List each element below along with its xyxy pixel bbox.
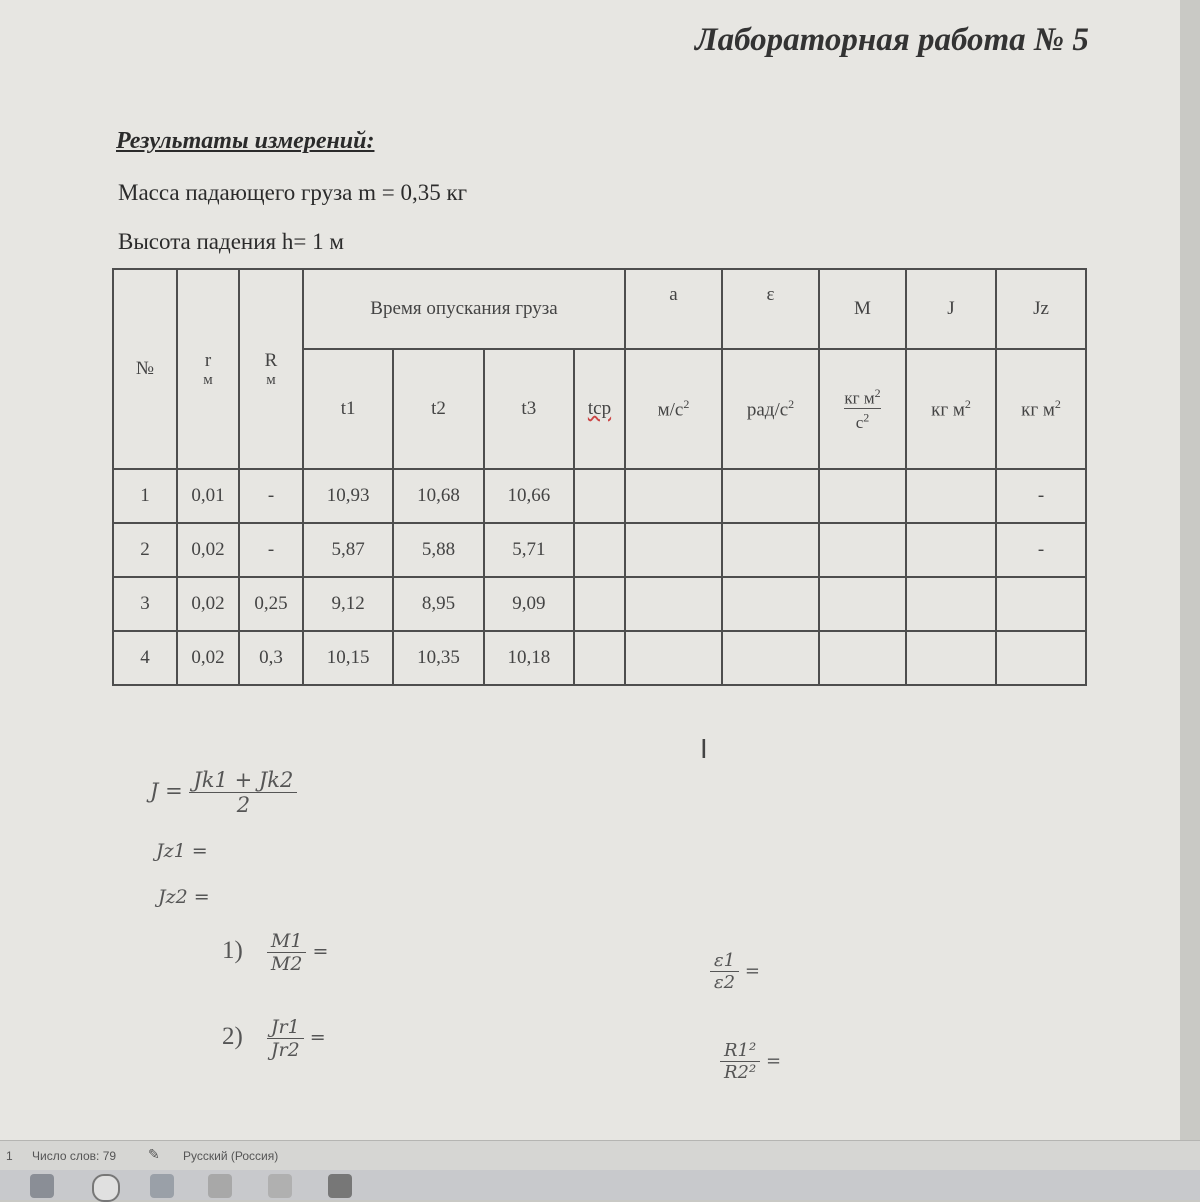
cell-a[interactable] xyxy=(625,523,722,577)
text-cursor-icon: I xyxy=(700,735,708,765)
cell-t1[interactable]: 10,15 xyxy=(303,631,393,685)
header-M: M xyxy=(819,269,906,349)
language-indicator[interactable]: Русский (Россия) xyxy=(183,1149,279,1163)
formula-moment-ratio[interactable]: 1) $\frac{M1}{M2}$ = xyxy=(222,930,329,975)
cell-t2[interactable]: 10,68 xyxy=(393,469,483,523)
cell-R[interactable]: - xyxy=(239,523,303,577)
page-indicator[interactable]: 1 xyxy=(6,1149,13,1163)
cell-eps[interactable] xyxy=(722,577,819,631)
cell-r[interactable]: 0,02 xyxy=(177,523,239,577)
cell-t3[interactable]: 9,09 xyxy=(484,577,574,631)
cell-R[interactable]: - xyxy=(239,469,303,523)
cell-M[interactable] xyxy=(819,469,906,523)
header-time-group: Время опускания груза xyxy=(303,269,625,349)
yandex-browser-icon[interactable] xyxy=(92,1174,120,1202)
formula-radius-ratio[interactable]: $\frac{\text{R1²}}{\text{R2²}}$ = xyxy=(720,1040,781,1083)
cell-Jz[interactable]: - xyxy=(996,523,1086,577)
word-count[interactable]: Число слов: 79 xyxy=(32,1149,117,1163)
cell-Jz[interactable] xyxy=(996,631,1086,685)
header-t2: t2 xyxy=(393,349,483,469)
header-r-small: r м xyxy=(177,269,239,469)
measurements-table[interactable] xyxy=(112,268,1087,686)
store-icon[interactable] xyxy=(208,1174,232,1198)
cell-t3[interactable]: 10,18 xyxy=(484,631,574,685)
formula-jz1[interactable]: Jz1 = xyxy=(156,840,208,862)
cell-t2[interactable]: 8,95 xyxy=(393,577,483,631)
cell-n[interactable]: 4 xyxy=(113,631,177,685)
header-r-big: R м xyxy=(239,269,303,469)
unit-eps: рад/$с^2$ xyxy=(722,349,819,469)
header-t3: t3 xyxy=(484,349,574,469)
word-app-icon[interactable] xyxy=(328,1174,352,1198)
cell-M[interactable] xyxy=(819,523,906,577)
proofing-icon[interactable]: ✎ xyxy=(148,1146,160,1162)
cell-J[interactable] xyxy=(906,523,996,577)
cell-eps[interactable] xyxy=(722,469,819,523)
cell-eps[interactable] xyxy=(722,631,819,685)
cell-a[interactable] xyxy=(625,577,722,631)
header-eps: ε xyxy=(722,269,819,349)
table-row[interactable] xyxy=(113,631,1086,685)
cell-n[interactable]: 3 xyxy=(113,577,177,631)
cell-R[interactable]: 0,25 xyxy=(239,577,303,631)
formula-jz2[interactable]: Jz2 = xyxy=(158,886,210,908)
folder-icon[interactable] xyxy=(150,1174,174,1198)
results-heading: Результаты измерений: xyxy=(116,128,375,154)
formula-inertia-ratio[interactable]: 2) $\frac{Jr1}{Jr2}$ = xyxy=(222,1016,326,1061)
header-no: № xyxy=(113,269,177,469)
cell-t1[interactable]: 9,12 xyxy=(303,577,393,631)
header-Jz: Jz xyxy=(996,269,1086,349)
cell-J[interactable] xyxy=(906,469,996,523)
cell-r[interactable]: 0,02 xyxy=(177,577,239,631)
cell-Jz[interactable] xyxy=(996,577,1086,631)
cell-tsr[interactable] xyxy=(574,469,625,523)
table-row[interactable] xyxy=(113,469,1086,523)
cell-t3[interactable]: 10,66 xyxy=(484,469,574,523)
unit-M: $\frac{кг м^2}{с^2}$ xyxy=(819,349,906,469)
cell-R[interactable]: 0,3 xyxy=(239,631,303,685)
cell-tsr[interactable] xyxy=(574,577,625,631)
document-title: Лабораторная работа № 5 xyxy=(695,22,1089,58)
cell-t2[interactable]: 5,88 xyxy=(393,523,483,577)
cell-Jz[interactable]: - xyxy=(996,469,1086,523)
cell-tsr[interactable] xyxy=(574,631,625,685)
header-t1: t1 xyxy=(303,349,393,469)
header-a: a xyxy=(625,269,722,349)
cell-n[interactable]: 2 xyxy=(113,523,177,577)
table-row[interactable] xyxy=(113,523,1086,577)
mass-line: Масса падающего груза m = 0,35 кг xyxy=(118,180,468,205)
unit-a: $м/с^2$ xyxy=(625,349,722,469)
table-row[interactable] xyxy=(113,577,1086,631)
height-line: Высота падения h= 1 м xyxy=(118,229,344,254)
cell-t3[interactable]: 5,71 xyxy=(484,523,574,577)
unit-Jz: кг $м^2$ xyxy=(996,349,1086,469)
cell-tsr[interactable] xyxy=(574,523,625,577)
cell-a[interactable] xyxy=(625,469,722,523)
cell-J[interactable] xyxy=(906,631,996,685)
task-view-icon[interactable] xyxy=(30,1174,54,1198)
cell-a[interactable] xyxy=(625,631,722,685)
header-tsr: tср xyxy=(574,349,625,469)
formula-epsilon-ratio[interactable]: $\frac{\varepsilon 1}{\varepsilon 2}$ = xyxy=(710,950,760,993)
cell-t2[interactable]: 10,35 xyxy=(393,631,483,685)
cell-J[interactable] xyxy=(906,577,996,631)
cell-r[interactable]: 0,01 xyxy=(177,469,239,523)
unit-J: кг $м^2$ xyxy=(906,349,996,469)
cell-t1[interactable]: 10,93 xyxy=(303,469,393,523)
status-bar xyxy=(0,1140,1200,1171)
cell-r[interactable]: 0,02 xyxy=(177,631,239,685)
cell-t1[interactable]: 5,87 xyxy=(303,523,393,577)
app-icon[interactable] xyxy=(268,1174,292,1198)
formula-j-average[interactable]: J = $\frac{Jk1 + Jk2}{2}$ xyxy=(150,768,297,817)
cell-n[interactable]: 1 xyxy=(113,469,177,523)
cell-eps[interactable] xyxy=(722,523,819,577)
cell-M[interactable] xyxy=(819,577,906,631)
cell-M[interactable] xyxy=(819,631,906,685)
taskbar xyxy=(0,1170,1200,1200)
header-J: J xyxy=(906,269,996,349)
